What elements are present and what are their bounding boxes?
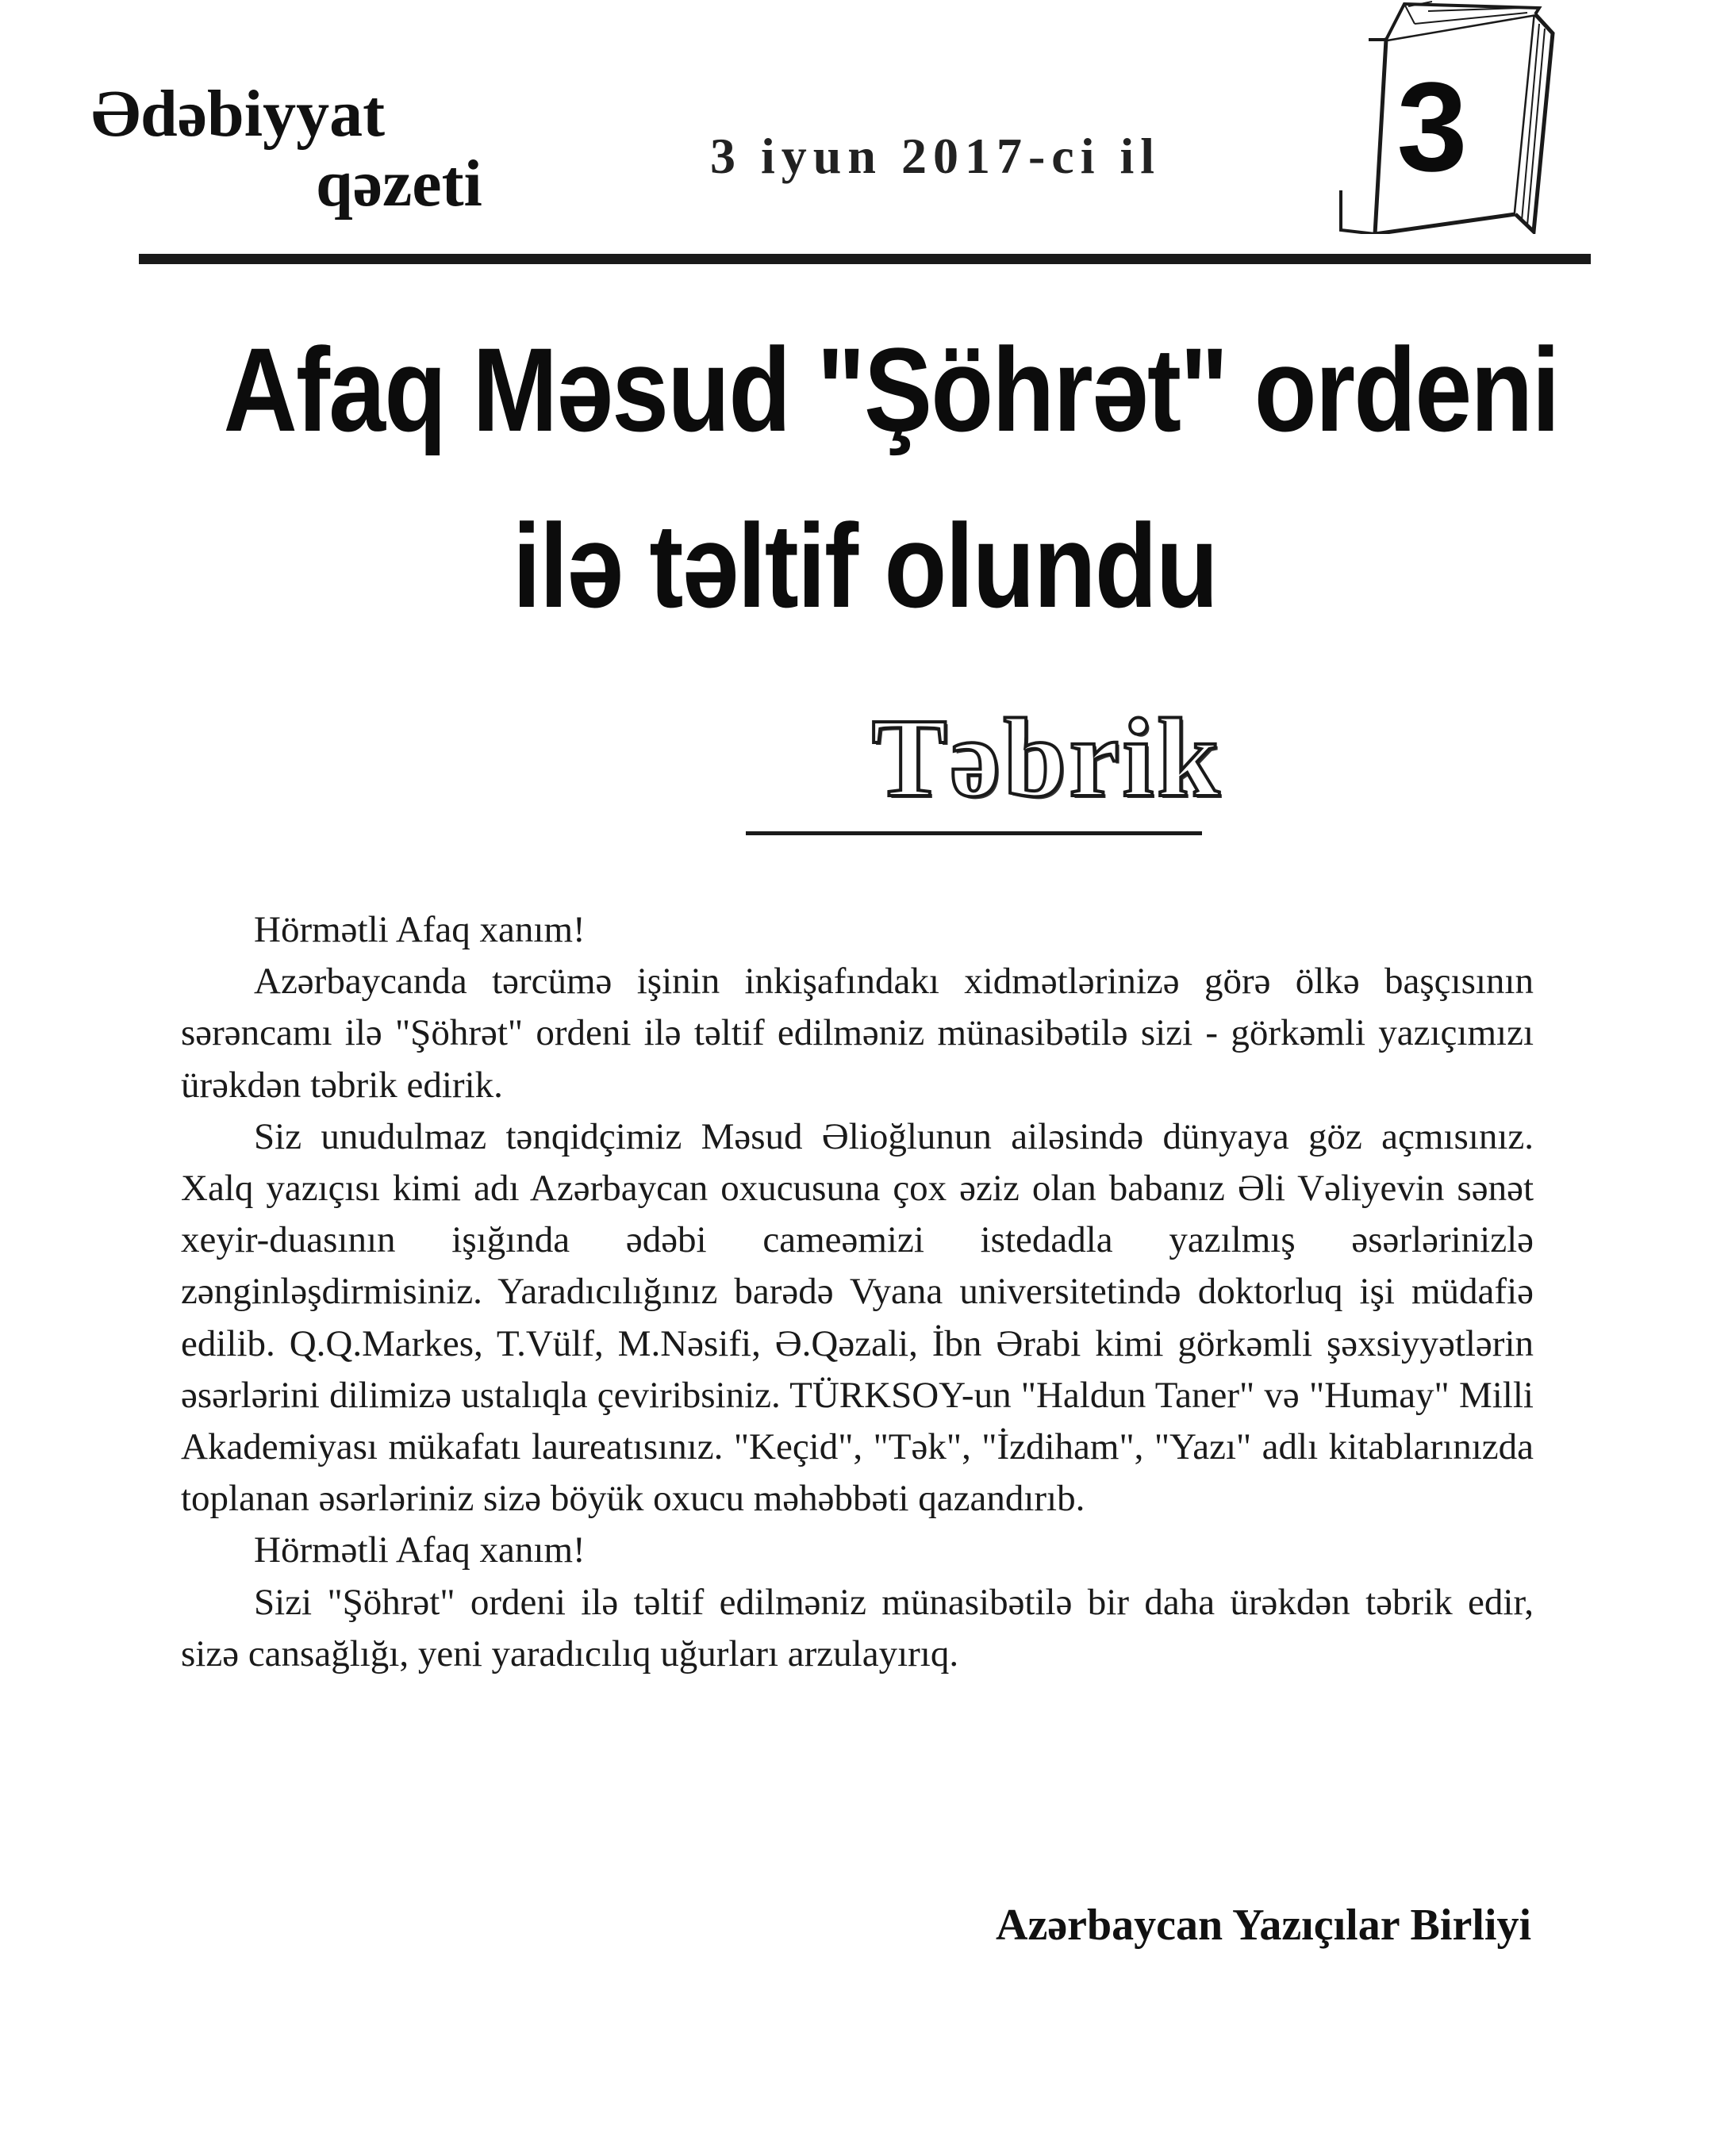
- headline-line2: ilə təltif olundu: [512, 499, 1218, 632]
- newspaper-name: [91, 79, 482, 219]
- paragraph: Sizi "Şöhrət" ordeni ilə təltif edilməniz münasibətilə bir daha ürəkdən təbrik edir, sizə cansağlığı, yeni yaradıcılıq uğurları arzulayırıq.: [181, 1581, 1534, 1675]
- issue-date: 3 iyun 2017-ci il: [710, 128, 1162, 184]
- paragraph: Siz unudulmaz tənqidçimiz Məsud Əlioğlunun ailəsində dünyaya göz açmısınız. Xalq yazıçısı kimi adı Azərbaycan oxucusuna çox əziz olan babanız Əli Vəliyevin sənət xeyir-duasının işığında ədəbi cameəmizi istedadla yazılmış əsərlərinizlə zənginləşdirmisiniz. Yaradıcılığınız barədə Vyana universitetində doktorluq işi müdafiə edilib. Q.Q.Markes, T.Vülf, M.Nəsifi, Ə.Qəzali, İbn Ərabi kimi görkəmli şəxsiyyətlərin əsərlərini dilimizə ustalıqla çeviribsiniz. TÜRKSOY-un "Haldun Taner" və "Humay" Milli Akademiyası mükafatı laureatısınız. "Keçid", "Tək", "İzdiham", "Yazı" adlı kitablarınızda toplanan əsərləriniz sizə böyük oxucu məhəbbəti qazandırıb.: [181, 1115, 1534, 1520]
- newspaper-name-line2: qəzeti: [316, 147, 482, 221]
- paragraph-greeting: Hörmətli Afaq xanım!: [254, 1529, 586, 1571]
- masthead: [0, 0, 1732, 270]
- signature: Azərbaycan Yazıçılar Birliyi: [996, 1901, 1531, 1950]
- paragraph-greeting: Hörmətli Afaq xanım!: [254, 909, 586, 950]
- paragraph: Azərbaycanda tərcümə işinin inkişafındakı xidmətlərinizə görə ölkə başçısının sərəncamı ilə "Şöhrət" ordeni ilə təltif edilməniz münasibətilə sizi - görkəmli yazıçımızı ürəkdən təbrik edirik.: [181, 961, 1534, 1106]
- section-title: Təbrik: [871, 695, 1223, 820]
- article-headline: [119, 301, 1611, 654]
- masthead-divider: [139, 254, 1591, 264]
- headline-line1: Afaq Məsud "Şöhrət" ordeni: [223, 323, 1559, 456]
- section-divider: [746, 831, 1202, 835]
- page-number: 3: [1396, 56, 1468, 198]
- newspaper-name-line1: Ədəbiyyat: [91, 77, 386, 151]
- article-body: [181, 904, 1534, 1680]
